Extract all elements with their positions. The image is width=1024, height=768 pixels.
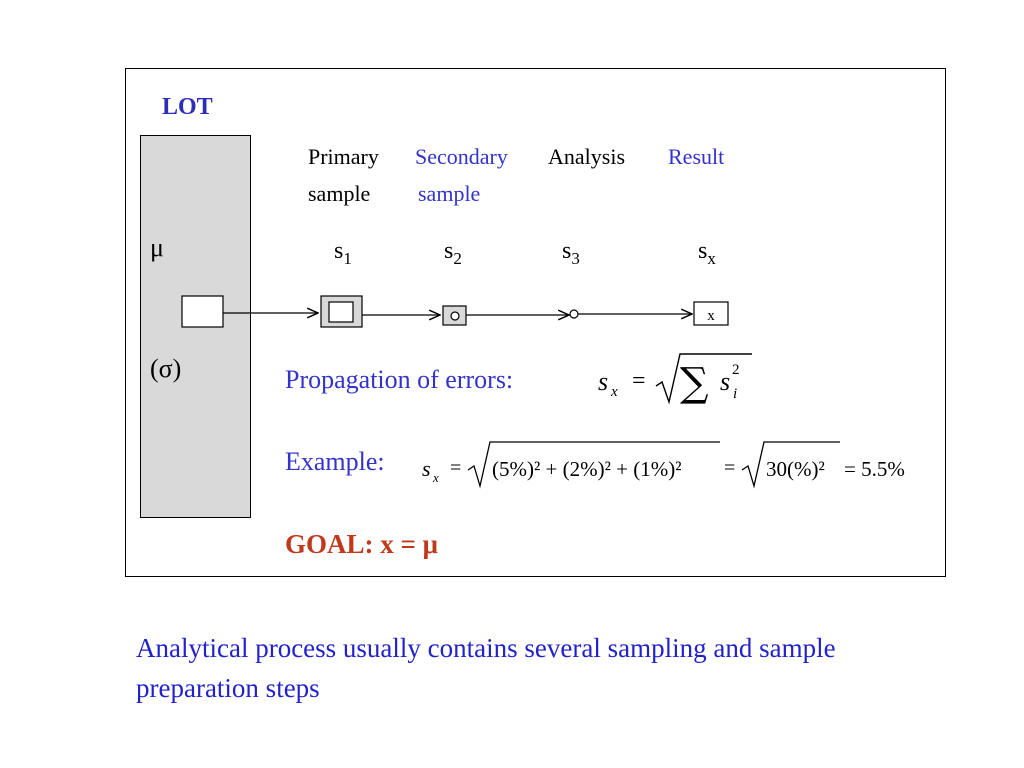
header-primary-line1: Primary (308, 144, 379, 169)
header-result: Result (668, 144, 725, 169)
header-secondary-line1: Secondary (415, 144, 508, 169)
svg-text:=: = (450, 457, 462, 479)
propagation-formula (596, 350, 766, 410)
lot-sigma-symbol: (σ) (150, 354, 182, 383)
stage-label-s1: $s_1$ (334, 238, 352, 268)
prop-lhs-sub: x (611, 384, 618, 400)
svg-text:=: = (724, 457, 736, 479)
prop-term: s (720, 367, 731, 396)
lot-mean-symbol: μ (150, 233, 164, 262)
secondary-sample-dot (451, 312, 459, 320)
stage-label-s2: $s_2$ (444, 238, 462, 268)
ex-radicand-1: (5%)² + (2%)² + (1%)² (492, 457, 682, 481)
ex-result: = 5.5% (844, 457, 905, 481)
prop-eq: = (632, 368, 646, 394)
lot-sample-box (182, 296, 223, 327)
stage-label-s3: $s_3$ (562, 238, 580, 268)
primary-sample-inner (329, 302, 353, 322)
prop-term-sub: i (733, 386, 738, 402)
ex-lhs-sub: x (433, 470, 439, 485)
caption-text: Analytical process usually contains several sampling and sample preparation steps (136, 633, 836, 703)
header-secondary-line2: sample (418, 181, 481, 206)
example-line (285, 447, 385, 477)
prop-term-sup: 2 (732, 362, 740, 378)
header-analysis: Analysis (548, 144, 625, 169)
stage-label-sx: $s_x$ (698, 238, 716, 268)
result-box-label: x (707, 308, 715, 324)
ex-radicand-2: 30(%)² (766, 457, 825, 481)
analysis-dot (570, 310, 578, 318)
header-primary-line2: sample (308, 181, 371, 206)
sum-symbol: ∑ (680, 360, 709, 406)
example-label: Example: (285, 447, 385, 476)
prop-lhs: s (598, 367, 609, 396)
lot-title: LOT (162, 94, 213, 120)
ex-lhs: s (422, 456, 431, 481)
example-formula (420, 436, 920, 492)
propagation-line (285, 365, 513, 395)
goal-statement: GOAL: x = μ (285, 529, 438, 559)
propagation-label: Propagation of errors: (285, 365, 514, 394)
